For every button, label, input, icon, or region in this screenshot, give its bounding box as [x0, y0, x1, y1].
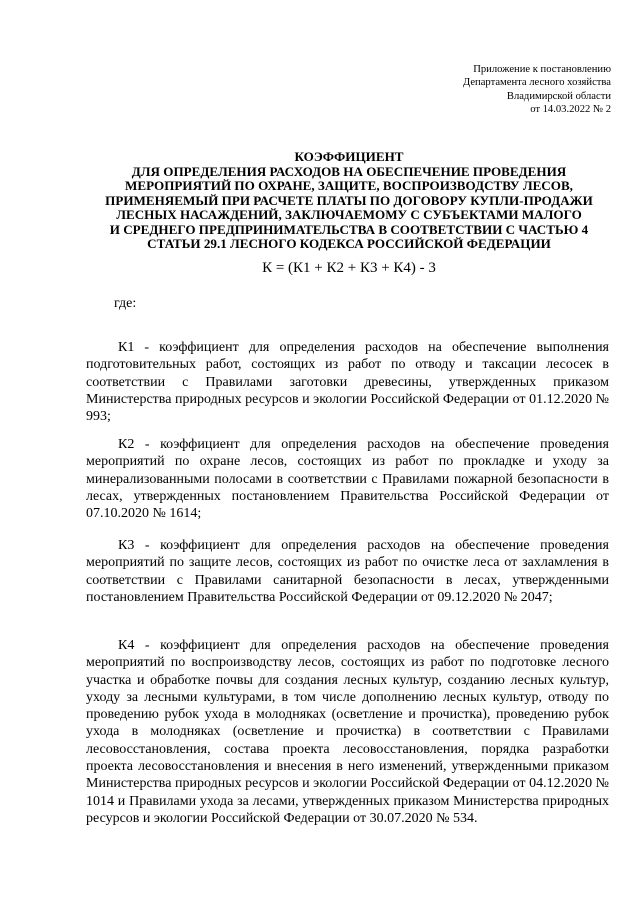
title-line: МЕРОПРИЯТИЙ ПО ОХРАНЕ, ЗАЩИТЕ, ВОСПРОИЗВОДСТВУ ЛЕСОВ, — [125, 178, 573, 193]
title-line: И СРЕДНЕГО ПРЕДПРИНИМАТЕЛЬСТВА В СООТВЕТСТВИИ С ЧАСТЬЮ 4 — [109, 221, 589, 237]
paragraph-k1: К1 - коэффициент для определения расходов на обеспечение выполнения подготовительных работ, состоящих из работ по отводу и таксации лесосек в соответствии с Правилами заготовки древесины, утвержденных приказом Министерства природных ресурсов и экологии Российской Федерации от 01.12.2020 № 993; — [86, 340, 609, 425]
appendix-line: Департамента лесного хозяйства — [463, 77, 611, 89]
where-label: где: — [114, 296, 137, 311]
appendix-header — [463, 63, 611, 117]
appendix-line: Владимирской области — [506, 90, 611, 102]
title-line: ДЛЯ ОПРЕДЕЛЕНИЯ РАСХОДОВ НА ОБЕСПЕЧЕНИЕ ПРОВЕДЕНИЯ — [131, 163, 567, 179]
paragraph-k3: К3 - коэффициент для определения расходов на обеспечение проведения мероприятий по защите лесов, состоящих из работ по очистке леса от захламления в соответствии с Правилами санитарной безопасности в лесах, утвержденными постановлением Правительства Российской Федерации от 09.12.2020 № 2047; — [86, 538, 609, 605]
paragraph-k2: К2 - коэффициент для определения расходов на обеспечение проведения мероприятий по охране лесов, состоящих из работ по прокладке и уходу за минерализованными полосами в соответствии с Правилами пожарной безопасности в лесах, утвержденных постановлением Правительства Российской Федерации от 07.10.2020 № 1614; — [86, 437, 609, 522]
title-line: КОЭФФИЦИЕНТ — [294, 149, 404, 164]
title-line: ПРИМЕНЯЕМЫЙ ПРИ РАСЧЕТЕ ПЛАТЫ ПО ДОГОВОРУ КУПЛИ-ПРОДАЖИ — [105, 192, 593, 208]
appendix-line: Приложение к постановлению — [473, 64, 611, 75]
title-line: ЛЕСНЫХ НАСАЖДЕНИЙ, ЗАКЛЮЧАЕМОМУ С СУБЪЕКТАМИ МАЛОГО — [116, 207, 582, 222]
appendix-line: от 14.03.2022 № 2 — [530, 104, 611, 116]
document-title — [86, 150, 612, 252]
paragraph-k4: К4 - коэффициент для определения расходов на обеспечение проведения мероприятий по воспроизводству лесов, состоящих из работ по подготовке лесного участка и обработке почвы для создания лесных культур, созданию лесных культур, уходу за лесными культурами, в том числе дополнению лесных культур, отводу по проведению рубок ухода в молодняках (осветление и прочистка), проведению рубок ухода в молодняках (осветление и прочистка) в соответствии с Правилами лесовосстановления, состава проекта лесовосстановления, порядка разработки проекта лесовосстановления и внесения в него изменений, утвержденными приказом Министерства природных ресурсов и экологии Российской Федерации от 04.12.2020 № 1014 и Правилами ухода за лесами, утвержденных приказом Министерства природных ресурсов и экологии Российской Федерации от 30.07.2020 № 534. — [86, 638, 609, 826]
title-line: СТАТЬИ 29.1 ЛЕСНОГО КОДЕКСА РОССИЙСКОЙ ФЕДЕРАЦИИ — [147, 236, 551, 251]
coefficient-formula: К = (К1 + К2 + К3 + К4) - 3 — [262, 260, 436, 276]
